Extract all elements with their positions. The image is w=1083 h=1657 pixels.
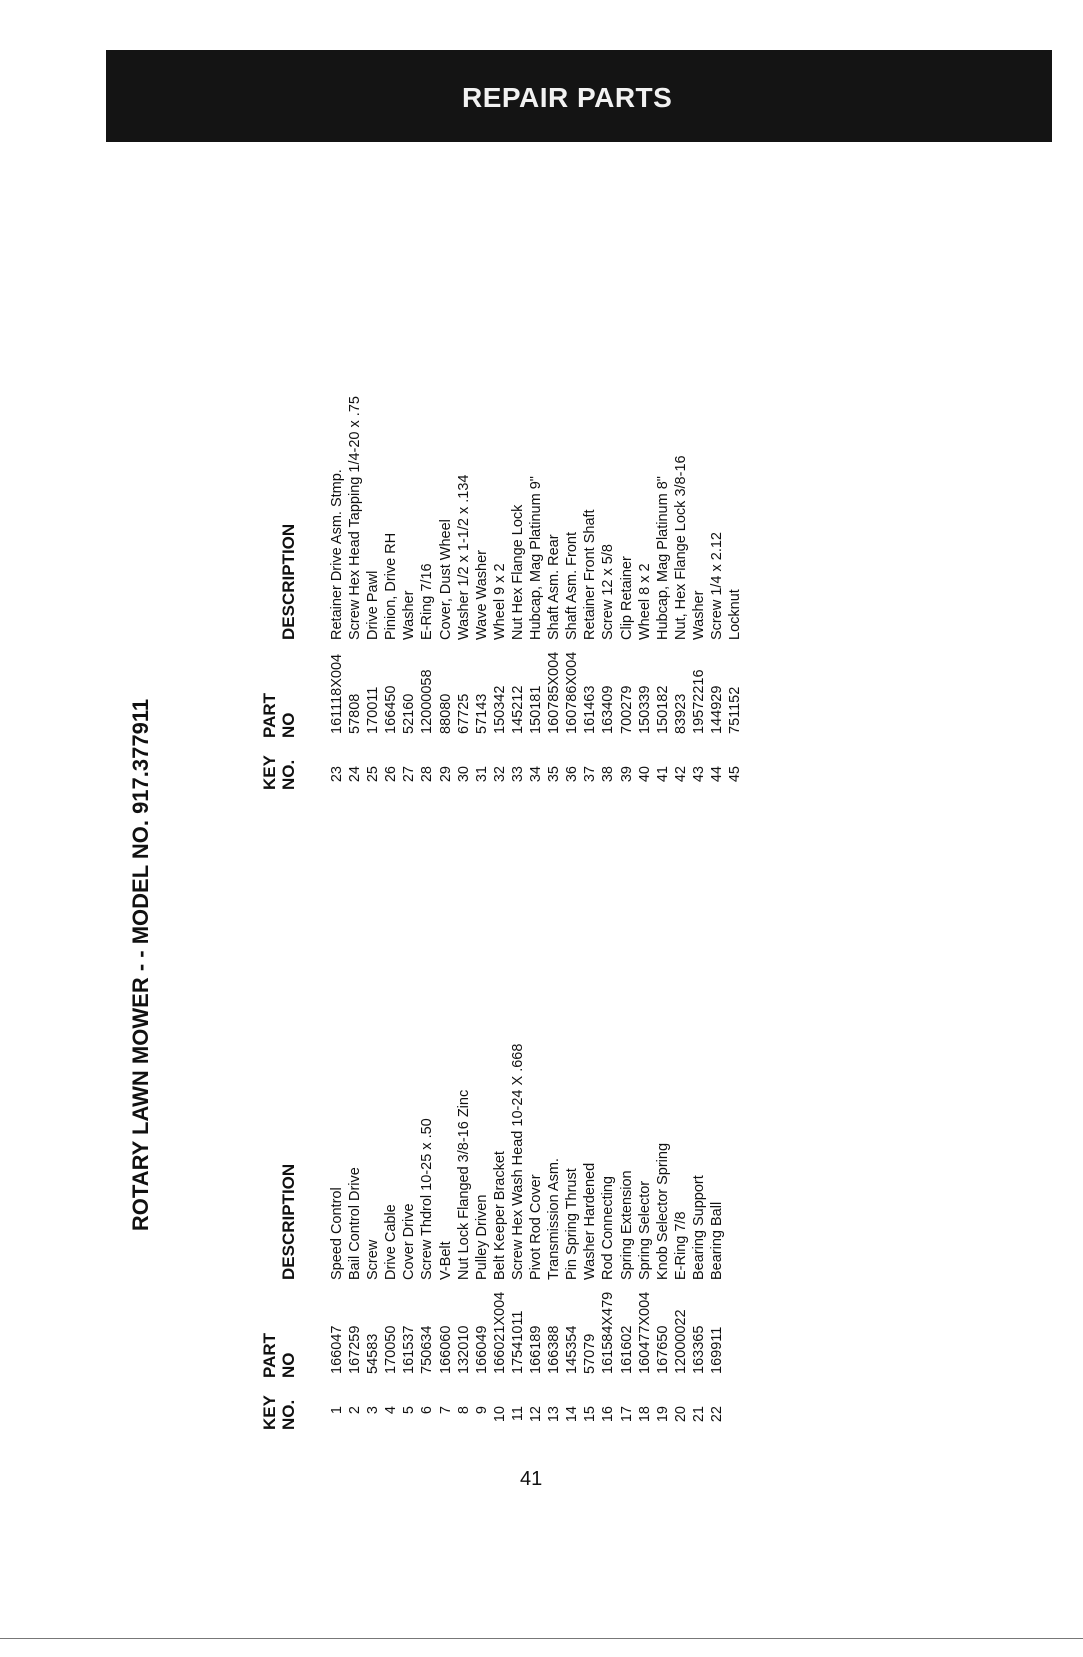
part-description: Belt Keeper Bracket <box>491 1151 508 1280</box>
part-description: Pivot Rod Cover <box>528 1174 545 1280</box>
part-number: 12000058 <box>419 669 436 734</box>
part-description: Hubcap, Mag Platinum 8" <box>654 476 671 640</box>
key-number: 26 <box>383 766 400 783</box>
part-description: Hubcap, Mag Platinum 9" <box>528 476 545 640</box>
part-no-header <box>260 693 298 738</box>
part-header-line1: PART <box>260 1332 279 1378</box>
part-number: 145354 <box>564 1325 581 1374</box>
part-number: 67725 <box>455 693 472 734</box>
key-number: 13 <box>546 1406 563 1423</box>
part-description: Speed Control <box>329 1187 345 1280</box>
part-number: 161118X004 <box>329 653 345 734</box>
key-number: 30 <box>455 766 472 783</box>
key-number: 23 <box>329 766 345 783</box>
key-number: 34 <box>528 766 545 783</box>
part-description: Washer Hardened <box>582 1162 599 1280</box>
key-number: 22 <box>708 1406 725 1423</box>
banner-title: REPAIR PARTS <box>462 82 673 113</box>
key-number: 14 <box>564 1406 581 1423</box>
part-description: Bail Control Drive <box>347 1167 364 1280</box>
key-number: 1 <box>329 1406 345 1415</box>
key-number: 24 <box>347 766 364 783</box>
key-number: 33 <box>509 766 526 783</box>
part-number: 54583 <box>365 1333 382 1374</box>
part-description: Spring Extension <box>618 1170 635 1280</box>
part-description: Screw 1/4 x 2.12 <box>708 532 725 640</box>
part-number: 166049 <box>473 1325 490 1374</box>
key-number: 40 <box>636 766 653 783</box>
rotated-parts-list <box>128 350 860 1430</box>
part-number: 169911 <box>708 1326 725 1374</box>
key-number: 18 <box>636 1406 653 1423</box>
part-number: 57079 <box>582 1333 599 1374</box>
part-number: 12000022 <box>672 1309 689 1374</box>
description-header-text: DESCRIPTION <box>279 523 298 640</box>
key-number: 9 <box>473 1406 490 1415</box>
part-no-header <box>260 1333 298 1378</box>
part-number: 57808 <box>347 693 364 734</box>
key-number: 27 <box>401 766 418 783</box>
part-description: Cover Drive <box>401 1203 418 1280</box>
part-description: Bearing Support <box>690 1175 707 1280</box>
part-number: 163365 <box>690 1325 707 1374</box>
key-number: 38 <box>600 766 617 783</box>
part-number: 166021X004 <box>491 1291 508 1374</box>
key-number: 20 <box>672 1406 689 1423</box>
part-number: 166388 <box>546 1325 563 1374</box>
part-number: 750634 <box>419 1325 436 1374</box>
part-description: Knob Selector Spring <box>654 1142 671 1280</box>
part-number: 161602 <box>618 1325 635 1374</box>
part-number: 145212 <box>509 685 526 734</box>
key-number: 2 <box>347 1406 364 1415</box>
part-header-line2: NO <box>279 712 298 738</box>
key-number: 10 <box>491 1406 508 1423</box>
part-header-line2: NO <box>279 1352 298 1378</box>
part-description: Pin Spring Thrust <box>564 1168 581 1280</box>
part-number: 19572216 <box>690 669 707 734</box>
part-number: 166450 <box>383 685 400 734</box>
part-description: Shaft Asm. Rear <box>546 534 563 640</box>
part-number: 167650 <box>654 1325 671 1374</box>
part-description: Screw Hex Wash Head 10-24 X .668 <box>509 1043 526 1280</box>
part-description: Wheel 8 x 2 <box>636 563 653 640</box>
part-number: 17541011 <box>509 1310 526 1374</box>
part-number: 144929 <box>708 685 725 734</box>
part-description: Nut, Hex Flange Lock 3/8-16 <box>672 455 689 640</box>
key-header-line2: NO. <box>279 1399 298 1430</box>
key-number: 36 <box>564 766 581 783</box>
key-number: 4 <box>383 1406 400 1415</box>
key-number: 45 <box>727 766 744 783</box>
key-number: 3 <box>365 1406 382 1415</box>
key-no-header <box>260 1395 298 1430</box>
description-header <box>279 524 298 640</box>
part-number: 170011 <box>365 686 382 734</box>
part-description: Pulley Driven <box>473 1194 490 1280</box>
description-header-text: DESCRIPTION <box>279 1163 298 1280</box>
part-description: Shaft Asm. Front <box>564 532 581 640</box>
key-number: 11 <box>509 1406 526 1422</box>
key-number: 25 <box>365 766 382 783</box>
key-number: 17 <box>618 1406 635 1423</box>
part-description: E-Ring 7/8 <box>672 1211 689 1280</box>
key-number: 37 <box>582 766 599 783</box>
part-number: 700279 <box>618 685 635 734</box>
part-number: 163409 <box>600 685 617 734</box>
part-description: E-Ring 7/16 <box>419 563 436 640</box>
key-number: 6 <box>419 1406 436 1415</box>
part-description: Wheel 9 x 2 <box>491 563 508 640</box>
key-header-line1: KEY <box>260 1395 279 1430</box>
part-number: 160785X004 <box>546 651 563 734</box>
part-number: 150342 <box>491 685 508 734</box>
part-description: Washer <box>401 590 418 640</box>
key-number: 42 <box>672 766 689 783</box>
key-number: 21 <box>690 1406 707 1423</box>
key-number: 32 <box>491 766 508 783</box>
key-number: 43 <box>690 766 707 783</box>
key-header-line2: NO. <box>279 759 298 790</box>
part-number: 161584X479 <box>600 1291 617 1374</box>
key-number: 28 <box>419 766 436 783</box>
part-description: Nut Hex Flange Lock <box>509 504 526 640</box>
part-number: 751152 <box>727 686 744 734</box>
part-number: 166189 <box>528 1325 545 1374</box>
part-number: 132010 <box>455 1325 472 1374</box>
part-number: 88080 <box>437 693 454 734</box>
part-description: Rod Connecting <box>600 1176 617 1280</box>
part-number: 170050 <box>383 1325 400 1374</box>
key-header-line1: KEY <box>260 755 279 790</box>
part-number: 83923 <box>672 693 689 734</box>
part-number: 52160 <box>401 693 418 734</box>
part-number: 166047 <box>329 1325 345 1374</box>
key-number: 35 <box>546 766 563 783</box>
part-header-line1: PART <box>260 692 279 738</box>
part-number: 150182 <box>654 685 671 734</box>
part-description: Screw Hex Head Tapping 1/4-20 x .75 <box>347 396 364 640</box>
part-description: Cover, Dust Wheel <box>437 519 454 640</box>
part-description: V-Belt <box>437 1241 454 1280</box>
key-number: 31 <box>473 766 490 783</box>
part-description: Transmission Asm. <box>546 1158 563 1280</box>
part-description: Drive Pawl <box>365 570 382 640</box>
page-number: 41 <box>520 1468 543 1490</box>
part-description: Washer <box>690 590 707 640</box>
part-description: Bearing Ball <box>708 1201 725 1280</box>
part-description: Washer 1/2 x 1-1/2 x .134 <box>455 474 472 640</box>
part-number: 160477X004 <box>636 1291 653 1374</box>
key-number: 44 <box>708 766 725 783</box>
part-description: Screw <box>365 1239 382 1280</box>
key-number: 8 <box>455 1406 472 1415</box>
document-title: ROTARY LAWN MOWER - - MODEL NO. 917.377911 <box>128 698 153 1232</box>
part-number: 161537 <box>401 1325 418 1374</box>
part-description: Screw Thdrol 10-25 x .50 <box>419 1118 436 1280</box>
part-number: 167259 <box>347 1325 364 1374</box>
part-description: Drive Cable <box>383 1204 400 1280</box>
part-description: Clip Retainer <box>618 556 635 640</box>
key-number: 29 <box>437 766 454 783</box>
part-description: Nut Lock Flanged 3/8-16 Zinc <box>455 1089 472 1280</box>
part-description: Screw 12 x 5/8 <box>600 544 617 640</box>
key-number: 12 <box>528 1406 545 1423</box>
part-description: Retainer Front Shaft <box>582 509 599 640</box>
part-number: 150181 <box>528 685 545 734</box>
part-description: Wave Washer <box>473 550 490 640</box>
part-number: 150339 <box>636 685 653 734</box>
key-number: 7 <box>437 1406 454 1415</box>
key-number: 19 <box>654 1406 671 1423</box>
bottom-rule <box>0 1638 1083 1639</box>
part-number: 160786X004 <box>564 651 581 734</box>
part-description: Locknut <box>727 589 744 640</box>
part-number: 57143 <box>473 693 490 734</box>
part-number: 161463 <box>582 685 599 734</box>
part-description: Spring Selector <box>636 1180 653 1280</box>
key-number: 5 <box>401 1406 418 1415</box>
key-number: 39 <box>618 766 635 783</box>
key-no-header <box>260 755 298 790</box>
part-number: 166060 <box>437 1325 454 1374</box>
key-number: 41 <box>654 766 671 783</box>
key-number: 16 <box>600 1406 617 1423</box>
part-description: Pinion, Drive RH <box>383 532 400 640</box>
description-header <box>279 1164 298 1280</box>
part-description: Retainer Drive Asm. Stmp. <box>329 469 345 640</box>
key-number: 15 <box>582 1406 599 1423</box>
